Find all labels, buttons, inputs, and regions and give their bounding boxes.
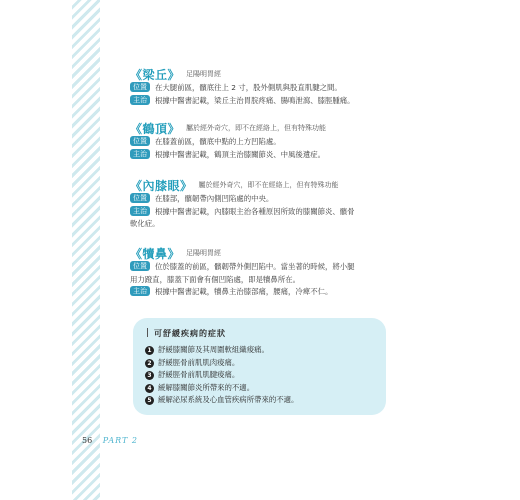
indication-badge: 主治	[130, 286, 150, 296]
page-footer	[82, 436, 138, 445]
indication-continuation: 軟化症。	[130, 219, 160, 228]
list-item	[145, 344, 298, 357]
position-badge: 位置	[130, 82, 150, 92]
list-item-text: 舒緩膝關節及其周圍軟組織痠痛。	[158, 345, 269, 354]
section-heading	[130, 245, 490, 261]
position-badge: 位置	[130, 261, 150, 271]
indication-text: 根據中醫書記載，鶴頂主治膝關節炎、中風後遺症。	[155, 149, 325, 159]
meridian-label: 屬於經外奇穴，即不在經絡上，但有特殊功能	[186, 124, 327, 132]
indication-text: 根據中醫書記載，犢鼻主治膝部痛，腰痛，冷痺不仁。	[155, 287, 333, 296]
number-badge: 1	[145, 346, 154, 355]
list-item	[145, 357, 298, 370]
acupoint-section-heding	[130, 120, 490, 161]
indication-text: 根據中醫書記載，內膝眼主治各種原因所致的膝關節炎、髕骨	[155, 206, 355, 216]
position-badge: 位置	[130, 193, 150, 203]
part-label: PART 2	[102, 436, 139, 445]
list-item-text: 舒緩脛骨前肌肌肉痠痛。	[158, 357, 240, 367]
indication-row	[130, 95, 490, 108]
section-heading	[130, 177, 490, 193]
position-row	[130, 82, 490, 95]
acupoint-section-dubi	[130, 245, 490, 299]
meridian-label: 屬於經外奇穴，即不在經絡上，但有特殊功能	[198, 181, 339, 189]
acupoint-title: 《犢鼻》	[130, 246, 181, 261]
indication-text: 根據中醫書記載，梁丘主治胃脘疼痛、腸鳴泄瀉、膝脛腫痛。	[155, 95, 355, 105]
number-badge: 4	[145, 384, 154, 393]
number-badge: 5	[145, 396, 154, 405]
position-row	[130, 261, 490, 274]
section-heading	[130, 120, 490, 136]
position-text: 在大腿前區，髕底往上 2 寸，股外側肌與股直肌腱之間。	[155, 83, 342, 92]
acupoint-title: 《內膝眼》	[130, 178, 193, 193]
section-heading	[130, 66, 490, 82]
position-text: 在膝蓋前區，髕底中點的上方凹陷處。	[155, 137, 281, 146]
acupoint-section-liangqiu	[130, 66, 490, 107]
position-row	[130, 193, 490, 206]
acupoint-section-neixiyan	[130, 177, 490, 231]
position-continuation: 用力蹬直，膝蓋下面會有個凹陷處，即是犢鼻所在。	[130, 274, 300, 284]
relief-box-title-text: 可舒緩疾病的症狀	[154, 329, 226, 338]
meridian-label: 足陽明胃經	[186, 70, 222, 78]
indication-badge: 主治	[130, 206, 150, 216]
meridian-label: 足陽明胃經	[186, 249, 222, 257]
title-bar-divider	[147, 328, 148, 337]
decorative-stripe	[72, 0, 100, 500]
list-item-text: 舒緩脛骨前肌肌腱痠痛。	[158, 370, 240, 379]
list-item	[145, 394, 298, 407]
acupoint-title: 《梁丘》	[130, 67, 181, 82]
indication-row	[130, 206, 490, 219]
position-badge: 位置	[130, 136, 150, 146]
number-badge: 3	[145, 371, 154, 380]
list-item	[145, 369, 298, 382]
position-row	[130, 136, 490, 149]
page-number: 56	[82, 436, 93, 445]
indication-badge: 主治	[130, 149, 150, 159]
relief-list	[145, 344, 298, 407]
indication-row	[130, 286, 490, 299]
position-text: 在膝部，髕韌帶內側凹陷處的中央。	[155, 194, 274, 203]
relief-box	[133, 318, 386, 415]
acupoint-title: 《鶴頂》	[130, 121, 181, 136]
list-item-text: 緩解膝關節炎所帶來的不適。	[158, 382, 255, 392]
relief-box-title	[147, 328, 226, 339]
list-item	[145, 382, 298, 395]
indication-badge: 主治	[130, 95, 150, 105]
number-badge: 2	[145, 359, 154, 368]
list-item-text: 緩解泌尿系統及心血管疾病所帶來的不適。	[158, 395, 299, 404]
position-text: 位於膝蓋的前區，髕韌帶外側凹陷中。當坐著的時候，將小腿	[155, 262, 355, 271]
indication-row	[130, 149, 490, 162]
